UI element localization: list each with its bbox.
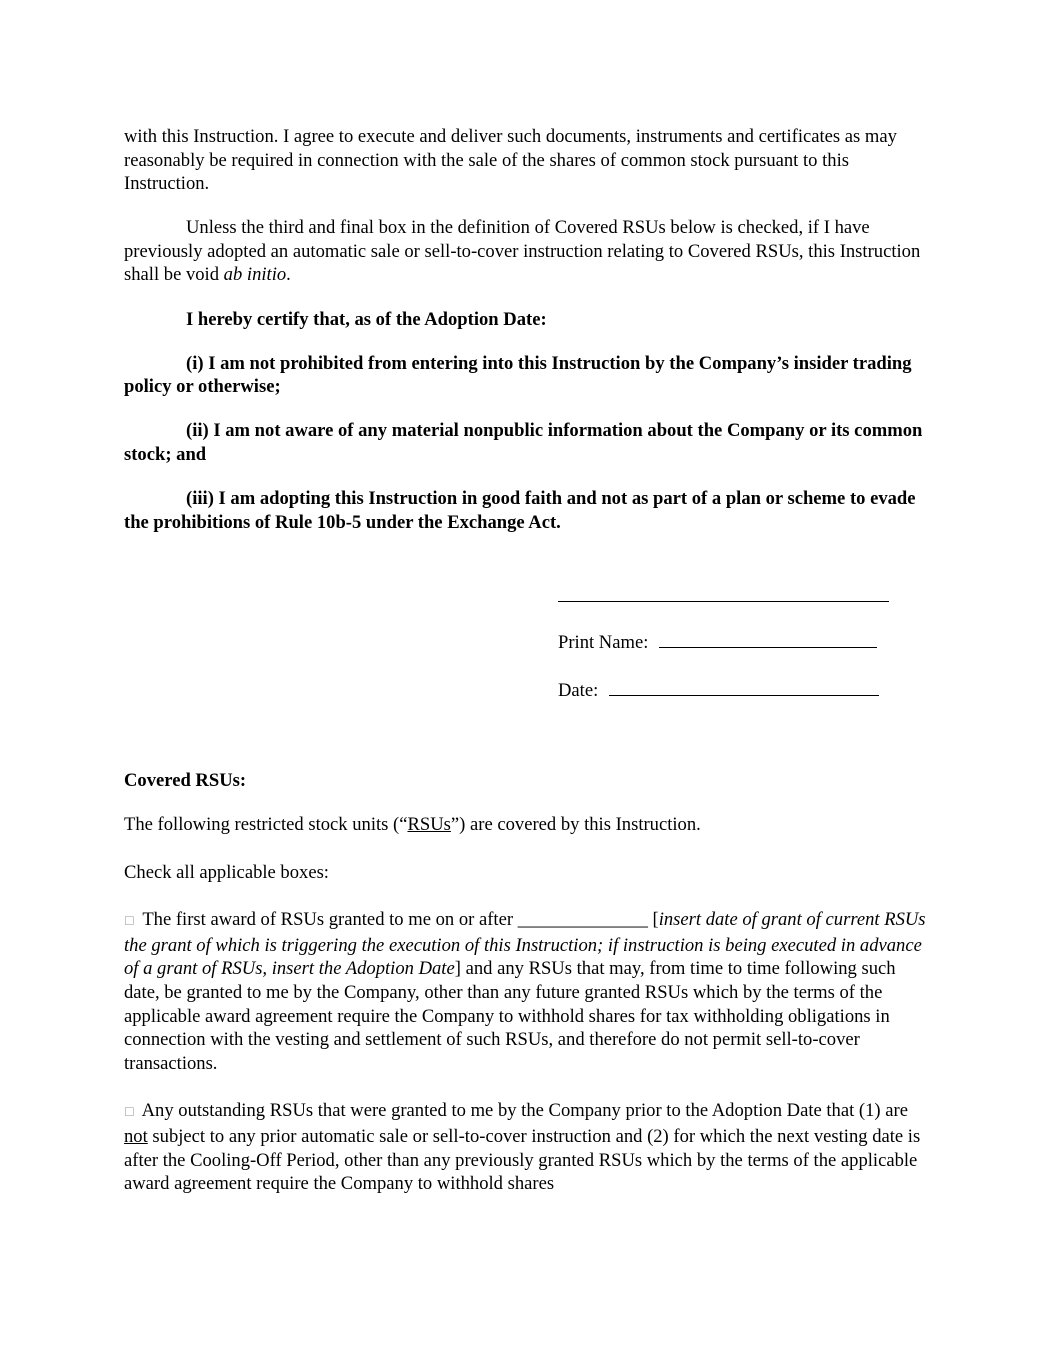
certification-ii: (ii) I am not aware of any material nonpublic information about the Company or its common stock; and [124,420,923,465]
date-field[interactable] [609,677,879,696]
paragraph-execution: with this Instruction. I agree to execute and deliver such documents, instruments and certificates as may reasonably be required in connection with the sale of the shares of common stock pursuant to this Instruction. [124,126,897,195]
void-clause-italic: ab initio [223,264,287,286]
checkbox-outstanding-rsus[interactable]: ☐ [124,1105,135,1120]
certification-iii: (iii) I am adopting this Instruction in good faith and not as part of a plan or scheme to evade the prohibitions of Rule 10b-5 under the Exchange Act. [124,488,916,533]
rsus-defined-term: RSUs [407,814,451,836]
covered-rsus-heading: Covered RSUs: [124,770,247,791]
option-outstanding-rsus: ☐ Any outstanding RSUs that were granted to me by the Company prior to the Adoption Date that (1) are not subject to any prior automatic sale or sell-to-cover instruction and (2) for which the next vesting date is after the Cooling-Off Period, other than any previously granted RSUs which by the terms of the applicable award agreement require the Company to withhold shares [124,1100,921,1195]
print-name-row [558,629,877,655]
print-name-field[interactable] [659,629,877,648]
date-label: Date: [558,680,599,701]
certification-i: (i) I am not prohibited from entering into this Instruction by the Company’s insider trading policy or otherwise; [124,352,912,398]
void-clause-end: . [286,264,291,286]
date-row [558,677,879,703]
covered-rsus-intro: The following restricted stock units (“RSUs”) are covered by this Instruction. [124,814,701,836]
print-name-label: Print Name: [558,632,649,653]
grant-date-blank[interactable]: ______________ [517,909,648,931]
certify-heading: I hereby certify that, as of the Adoption Date: [186,308,547,330]
covered-rsus-section [124,769,934,1216]
document-page [124,125,934,555]
paragraph-void-clause [124,216,934,287]
option-first-award: ☐ The first award of RSUs granted to me on or after ______________ [insert date of grant of current RSUs the grant of which is triggering the execution of this Instruction; if instruction is being executed in advance of a grant of RSUs, insert the Adoption Date] and any RSUs that may, from time to time following such date, be granted to me by the Company, other than any future granted RSUs which by the terms of the applicable award agreement require the Company to withhold shares for tax withholding obligations in connection with the vesting and settlement of such RSUs, and therefore do not permit sell-to-cover transactions. [124,909,926,1074]
signature-line[interactable] [558,583,889,609]
void-clause-text: Unless the third and final box in the definition of Covered RSUs below is checked, if I have previously adopted an automatic sale or sell-to-cover instruction relating to Covered RSUs, this Instruction shall be void [124,217,921,286]
checkbox-first-award[interactable]: ☐ [124,914,135,929]
check-instruction: Check all applicable boxes: [124,861,329,883]
